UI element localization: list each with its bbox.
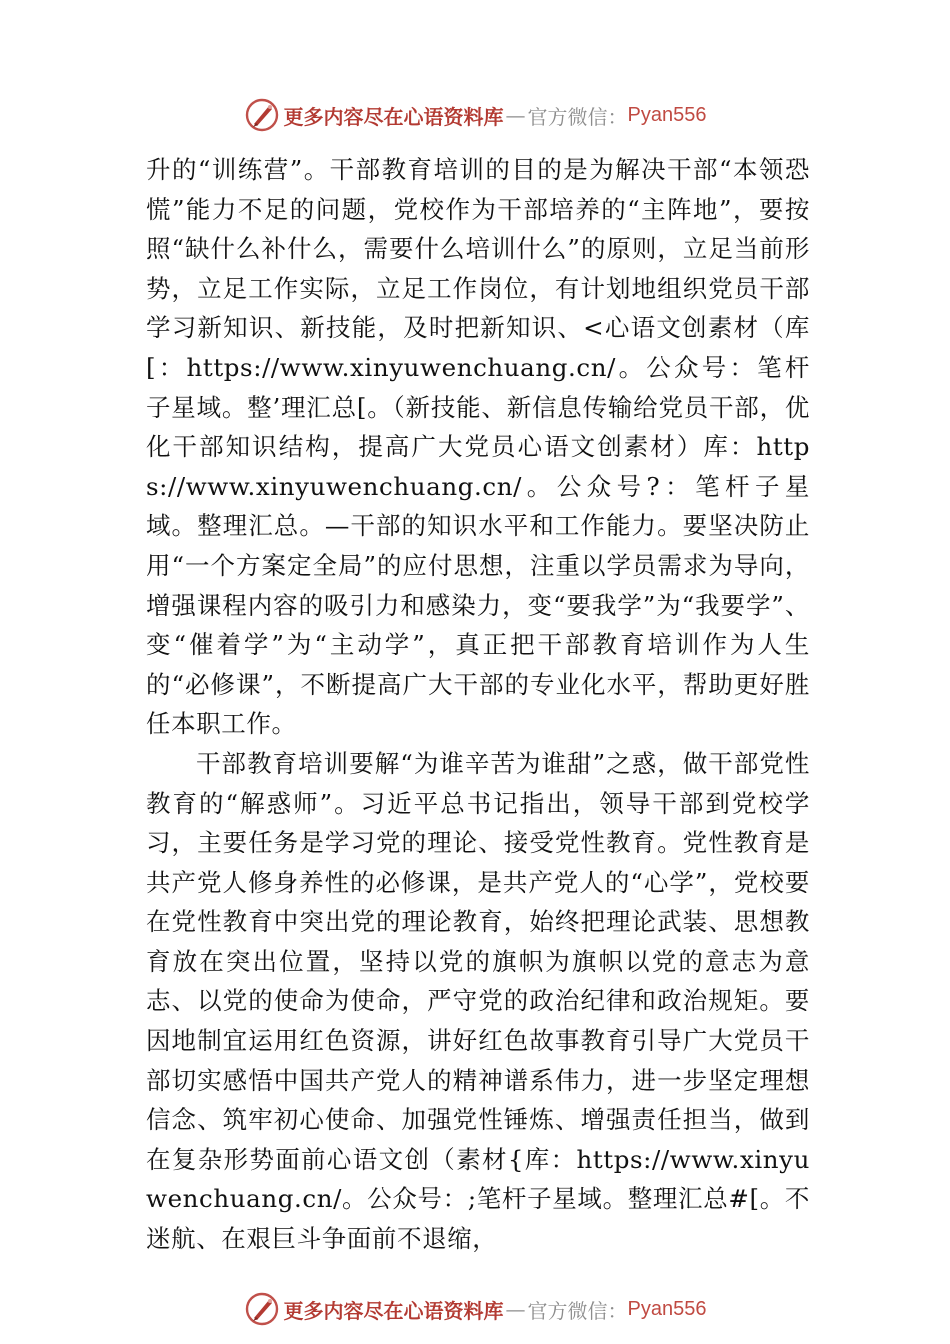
quill-pen-circle-icon bbox=[244, 97, 280, 133]
paragraph-2: 干部教育培训要解“为谁辛苦为谁甜”之惑，做干部党性教育的“解惑师”。习近平总书记指出，领导干部到党校学习，主要任务是学习党的理论、接受党性教育。党性教育是共产党人修身养性的必修课，是共产党人的“心学”，党校要在党性教育中突出党的理论教育，始终把理论武装、思想教育放在突出位置，坚持以党的旗帜为旗帜以党的意志为意志、以党的使命为使命，严守党的政治纪律和政治规矩。要因地制宜运用红色资源，讲好红色故事教育引导广大党员干部切实感悟中国共产党人的精神谱系伟力，进一步坚定理想信念、筑牢初心使命、加强党性锤炼、增强责任担当，做到在复杂形势面前心语文创（素材{库：https://www.xinyuwenchuang.cn/。公众号：;笔杆子星域。整理汇总#[。不迷航、在艰巨斗争面前不退缩， bbox=[146, 748, 810, 1254]
footer-wechat-id: Pyan556 bbox=[627, 1297, 707, 1320]
header-wechat-id: Pyan556 bbox=[627, 103, 707, 126]
footer-dash: — bbox=[505, 1297, 526, 1321]
header-brand-text: 更多内容尽在心语资料库 bbox=[283, 104, 504, 129]
quill-pen-circle-icon bbox=[244, 1291, 280, 1327]
paragraph-1: 升的“训练营”。干部教育培训的目的是为解决干部“本领恐慌”能力不足的问题，党校作为干部培养的“主阵地”，要按照“缺什么补什么，需要什么培训什么”的原则，立足当前形势，立足工作实际，立足工作岗位，有计划地组织党员干部学习新知识、新技能，及时把新知识、<心语文创素材（库[：https://www.xinyuwenchuang.cn/。公众号：笔杆子星域。整’理汇总[。（新技能、新信息传输给党员干部，优化干部知识结构，提高广大党员心语文创素材）库：https://www.xinyuwenchuang.cn/。公众号?：笔杆子星域。整理汇总。—干部的知识水平和工作能力。要坚决防止用“一个方案定全局”的应付思想，注重以学员需求为导向，增强课程内容的吸引力和感染力，变“要我学”为“我要学”、变“催着学”为“主动学”，真正把干部教育培训作为人生的“必修课”，不断提高广大干部的专业化水平，帮助更好胜任本职工作。 bbox=[146, 155, 810, 739]
header-banner bbox=[0, 93, 950, 137]
footer-banner bbox=[0, 1287, 950, 1331]
document-body bbox=[146, 150, 810, 1259]
footer-brand-text: 更多内容尽在心语资料库 bbox=[283, 1298, 504, 1323]
header-dash: — bbox=[505, 103, 526, 127]
header-wechat-label: 官方微信： bbox=[527, 104, 628, 129]
footer-wechat-label: 官方微信： bbox=[527, 1298, 628, 1323]
